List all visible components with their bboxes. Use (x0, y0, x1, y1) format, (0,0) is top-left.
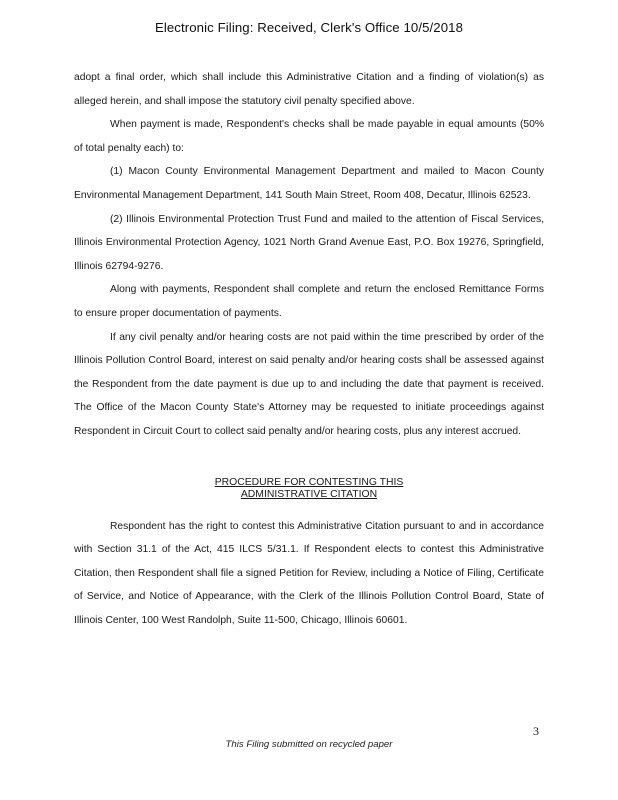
section-heading (74, 477, 544, 501)
section-heading-line-1: PROCEDURE FOR CONTESTING THIS (214, 476, 404, 488)
paragraph-final-order: adopt a final order, which shall include this Administrative Citation and a finding of violation(s) as alleged herein, and shall impose the statutory civil penalty specified above. (74, 72, 544, 107)
document-body (74, 66, 544, 632)
paragraph-payee-macon-county: (1) Macon County Environmental Management Department and mailed to Macon County Environmental Management Department, 141 South Main Street, Room 408, Decatur, Illinois 62523. (74, 166, 544, 201)
paragraph-right-to-contest: Respondent has the right to contest this Administrative Citation pursuant to and in accordance with Section 31.1 of the Act, 415 ILCS 5/31.1. If Respondent elects to contest this Administrative Citation, then Respondent shall file a signed Petition for Review, including a Notice of Filing, Certificate of Service, and Notice of Appearance, with the Clerk of the Illinois Pollution Control Board, State of Illinois Center, 100 West Randolph, Suite 11-500, Chicago, Illinois 60601. (74, 520, 544, 626)
paragraph-remittance-forms: Along with payments, Respondent shall complete and return the enclosed Remittance Forms to ensure proper documentation of payments. (74, 284, 544, 319)
paragraph-unpaid-penalty: If any civil penalty and/or hearing costs are not paid within the time prescribed by order of the Illinois Pollution Control Board, interest on said penalty and/or hearing costs shall be assessed against the Respondent from the date payment is due up to and including the date that payment is received. The Office of the Macon County State's Attorney may be requested to initiate proceedings against Respondent in Circuit Court to collect said penalty and/or hearing costs, plus any interest accrued. (74, 331, 544, 437)
filing-stamp: Electronic Filing: Received, Clerk's Office 10/5/2018 (154, 20, 464, 35)
section-heading-line-2: ADMINISTRATIVE CITATION (240, 488, 378, 500)
footer-note: This Filing submitted on recycled paper (225, 739, 393, 750)
paragraph-payment-instructions: When payment is made, Respondent's checks shall be made payable in equal amounts (50% of total penalty each) to: (74, 119, 544, 154)
page-number: 3 (533, 724, 539, 738)
paragraph-payee-trust-fund: (2) Illinois Environmental Protection Trust Fund and mailed to the attention of Fiscal Services, Illinois Environmental Protection Agency, 1021 North Grand Avenue East, P.O. Box 19276, Springfield, Illinois 62794-9276. (74, 213, 544, 272)
